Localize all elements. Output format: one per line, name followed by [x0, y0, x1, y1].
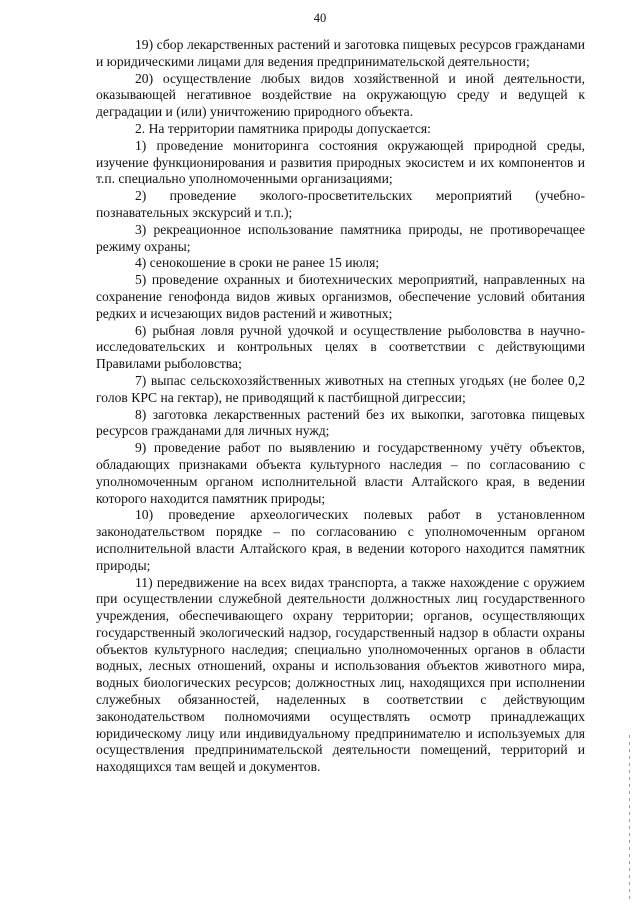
page-number: 40	[313, 11, 327, 25]
paragraph-item-1: 1) проведение мониторинга состояния окружающей природной среды, изучение функционирования и развития природных экосистем и их компонентов и т.п. специально уполномоченными организациями;	[96, 137, 585, 187]
scan-edge-mark	[629, 735, 630, 900]
paragraph-item-8: 8) заготовка лекарственных растений без их выкопки, заготовка пищевых ресурсов гражданами для личных нужд;	[96, 406, 585, 439]
paragraph-item-5: 5) проведение охранных и биотехнических мероприятий, направленных на сохранение генофонда видов живых организмов, обеспечение условий обитания редких и исчезающих видов растений и животных;	[96, 272, 585, 321]
paragraph-item-3: 3) рекреационное использование памятника природы, не противоречащее режиму охраны;	[96, 221, 585, 254]
paragraph-item-6: 6) рыбная ловля ручной удочкой и осуществление рыболовства в научно-исследовательских и контрольных целях в соответствии с действующими Правилами рыболовства;	[96, 322, 585, 372]
paragraph-item-4: 4) сенокошение в сроки не ранее 15 июля;	[135, 255, 380, 271]
paragraph-section-2-heading: 2. На территории памятника природы допускается:	[135, 120, 431, 136]
document-body	[96, 37, 585, 776]
paragraph-item-2: 2) проведение эколого-просветительских мероприятий (учебно-познавательных экскурсий и т.п.);	[96, 188, 585, 220]
paragraph-item-7: 7) выпас сельскохозяйственных животных на степных угодьях (не более 0,2 голов КРС на гектар), не приводящий к пастбищной дигрессии;	[96, 372, 585, 405]
paragraph-item-9: 9) проведение работ по выявлению и государственному учёту объектов, обладающих признаками объекта культурного наследия – по согласованию с уполномоченным органом исполнительной власти Алтайского края, в ведении которого находится памятник природы;	[96, 440, 585, 506]
paragraph-item-20: 20) осуществление любых видов хозяйственной и иной деятельности, оказывающей негативное воздействие на окружающую среду и ведущей к деградации и (или) уничтожению природного объекта.	[96, 70, 585, 120]
paragraph-item-19: 19) сбор лекарственных растений и заготовка пищевых ресурсов гражданами и юридическими лицами для ведения предпринимательской деятельности;	[96, 37, 585, 69]
paragraph-item-10: 10) проведение археологических полевых работ в установленном законодательством порядке – по согласованию с уполномоченным органом исполнительной власти Алтайского края, в ведении которого находится памятник природы;	[96, 507, 585, 573]
paragraph-item-11: 11) передвижение на всех видах транспорта, а также нахождение с оружием при осуществлении служебной деятельности должностных лиц государственного учреждения, обеспечивающего охрану территории; органов, осуществляющих государственный экологический надзор, государственный надзор в области охраны объектов культурного наследия; специально уполномоченных органов в области водных, лесных отношений, охраны и использования объектов животного мира, водных биологических ресурсов; должностных лиц, находящихся при исполнении служебных обязанностей, наделенных в соответствии с действующим законодательством полномочиями осуществлять осмотр принадлежащих юридическому лицу или индивидуальному предпринимателю и используемых для осуществления предпринимательской деятельности помещений, территорий и находящихся там вещей и документов.	[96, 574, 585, 775]
